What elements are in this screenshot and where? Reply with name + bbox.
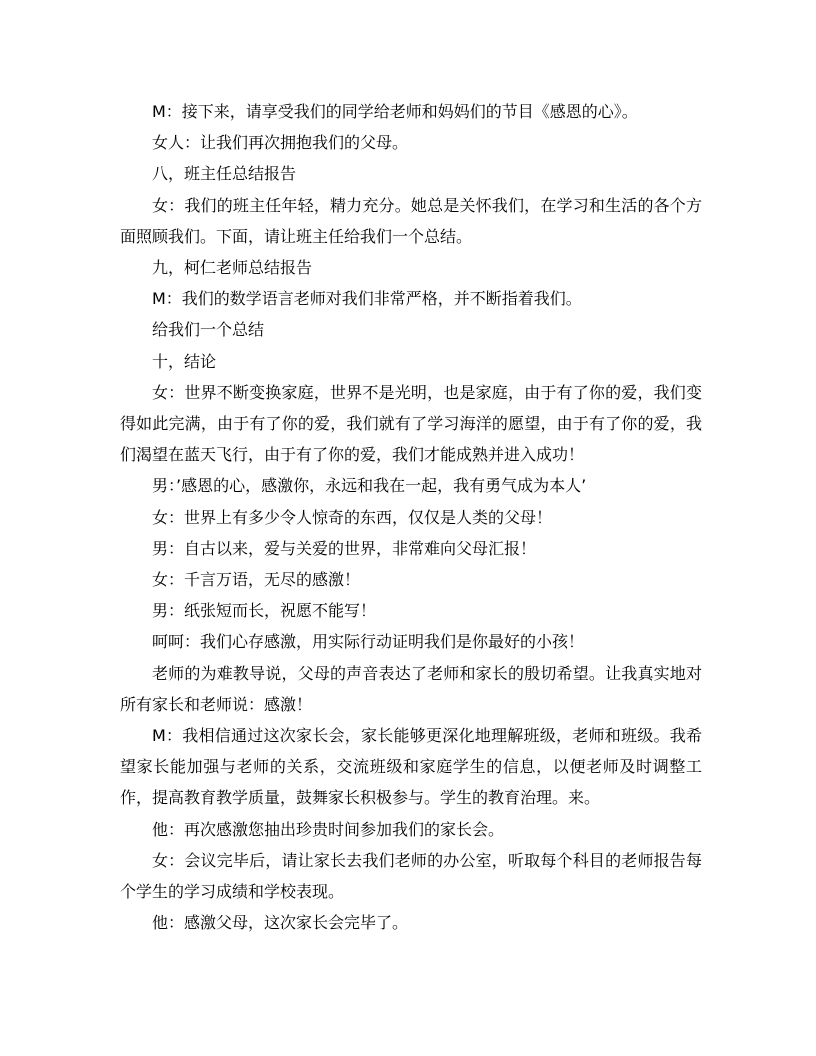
paragraph-wonders: 女：世界上有多少令人惊奇的东西，仅仅是人类的父母！ bbox=[152, 507, 553, 527]
paragraph-closing: 他：感激父母，这次家长会完毕了。 bbox=[152, 913, 409, 933]
paragraph-thanks-time: 他：再次感激您抽出珍贵时间参加我们的家长会。 bbox=[152, 819, 505, 839]
paragraph-head-teacher: 女：我们的班主任年轻，精力充分。她总是关怀我们，在学习和生活的各个方面照顾我们。下面，请让班主任给我们一个总结。 bbox=[120, 195, 702, 246]
paragraph-summary: 给我们一个总结 bbox=[152, 320, 265, 340]
section-heading-9: 九，柯仁老师总结报告 bbox=[152, 258, 313, 278]
section-heading-8: 八，班主任总结报告 bbox=[152, 164, 297, 184]
paragraph-math-teacher: M：我们的数学语言老师对我们非常严格，并不断指着我们。 bbox=[152, 289, 582, 309]
paragraph-paper-short: 男：纸张短而长，祝愿不能写！ bbox=[152, 601, 377, 621]
paragraph-hug-parents: 女人：让我们再次拥抱我们的父母。 bbox=[152, 133, 409, 153]
paragraph-endless-thanks: 女：千言万语，无尽的感激！ bbox=[152, 570, 361, 590]
paragraph-grateful-heart: 男：’感恩的心，感激你，永远和我在一起，我有勇气成为本人’ bbox=[152, 476, 587, 496]
paragraph-best-child: 呵呵：我们心存感激，用实际行动证明我们是你最好的小孩！ bbox=[152, 632, 585, 652]
paragraph-meeting-purpose: M：我相信通过这次家长会，家长能够更深化地理解班级，老师和班级。我希望家长能加强与老师的关系，交流班级和家庭学生的信息，以便老师及时调整工作，提高教育教学质量，鼓舞家长积极参与。学生的教育治理。来。 bbox=[120, 726, 702, 808]
document-body bbox=[120, 96, 702, 938]
section-heading-10: 十，结论 bbox=[152, 351, 217, 371]
paragraph-world-love: 女：世界不断变换家庭，世界不是光明，也是家庭，由于有了你的爱，我们变得如此完满，由于有了你的爱，我们就有了学习海洋的愿望，由于有了你的爱，我们渴望在蓝天飞行，由于有了你的爱，我们才能成熟并进入成功！ bbox=[120, 382, 702, 465]
paragraph-teacher-words: 老师的为难教导说，父母的声音表达了老师和家长的殷切希望。让我真实地对所有家长和老师说：感激！ bbox=[120, 663, 702, 714]
paragraph-after-meeting: 女：会议完毕后，请让家长去我们老师的办公室，听取每个科目的老师报告每个学生的学习成绩和学校表现。 bbox=[120, 850, 702, 902]
paragraph-since-ancient: 男：自古以来，爱与关爱的世界，非常难向父母汇报！ bbox=[152, 538, 537, 558]
paragraph-program-intro: M：接下来，请享受我们的同学给老师和妈妈们的节目《感恩的心》。 bbox=[152, 102, 638, 121]
